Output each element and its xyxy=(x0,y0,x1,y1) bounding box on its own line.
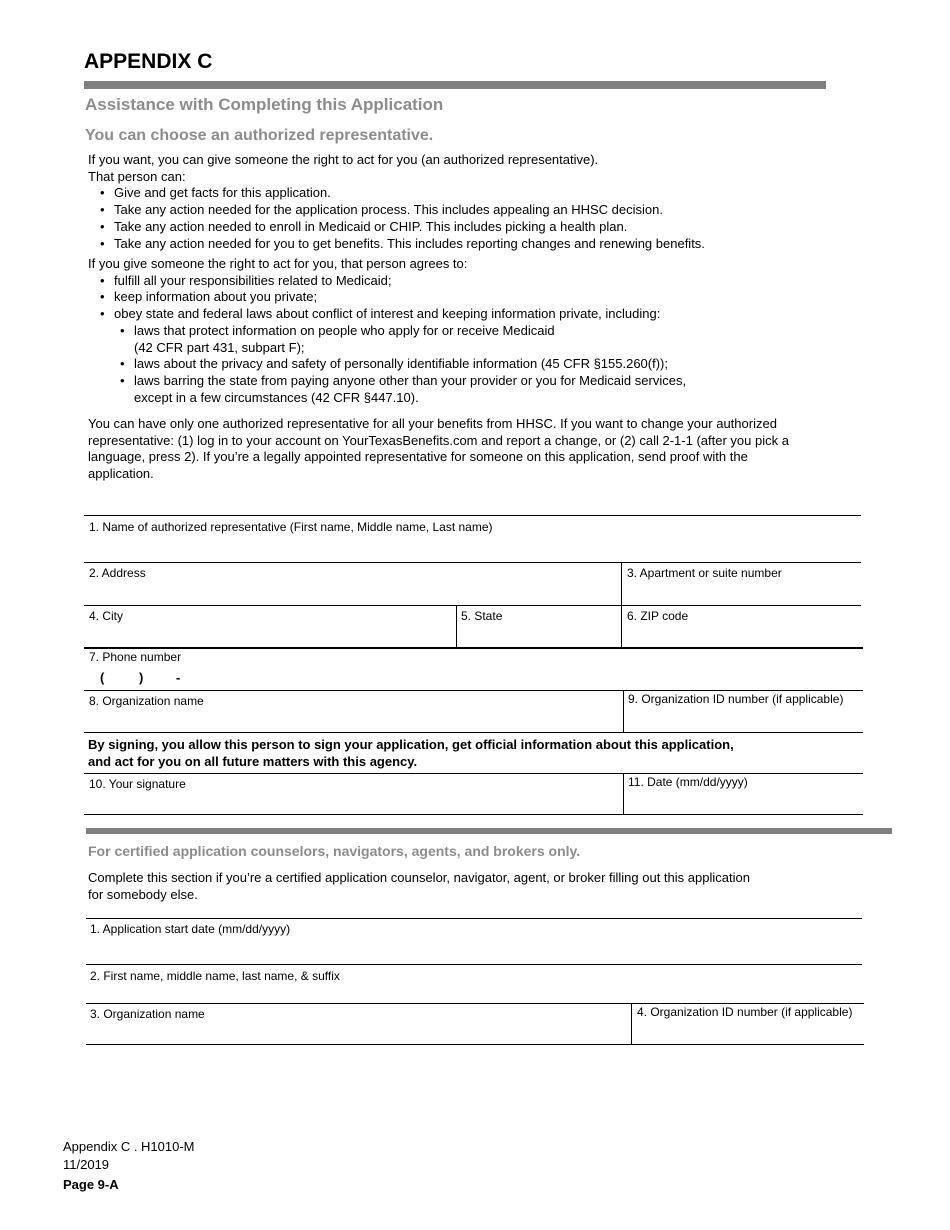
page-footer xyxy=(63,1138,195,1194)
page-title: APPENDIX C xyxy=(84,50,213,73)
org-name-field[interactable] xyxy=(85,710,621,732)
field-label-org-id-2: 4. Organization ID number (if applicable) xyxy=(637,1005,853,1019)
field-label-start-date: 1. Application start date (mm/dd/yyyy) xyxy=(90,922,291,936)
form-line xyxy=(84,605,861,606)
form-line xyxy=(84,647,863,649)
list-item: • laws barring the state from paying anyone other than your provider or you for Medicaid services, except in a few circumstances (42 CFR §447.10). xyxy=(120,373,888,406)
law-list xyxy=(88,323,888,407)
field-label-org-name-2: 3. Organization name xyxy=(90,1007,205,1021)
list-item: • Take any action needed for the application process. This includes appealing an HHSC decision. xyxy=(100,202,888,219)
org-id-field[interactable] xyxy=(624,708,862,732)
phone-field[interactable] xyxy=(85,666,860,690)
counselor-instructions: Complete this section if you’re a certified application counselor, navigator, agent, or broker filling out this application for somebody else. xyxy=(88,870,750,902)
form-line xyxy=(86,1044,864,1045)
agrees-intro: If you give someone the right to act for you, that person agrees to: xyxy=(88,256,468,271)
list-item: • Give and get facts for this application. xyxy=(100,185,888,202)
org-id-field-2[interactable] xyxy=(632,1021,864,1044)
rep-name-field[interactable] xyxy=(85,536,860,562)
agree-list xyxy=(88,273,888,323)
section-heading: Assistance with Completing this Application xyxy=(85,95,444,114)
field-label-address: 2. Address xyxy=(89,566,146,580)
form-line xyxy=(86,1003,864,1004)
footer-form-id: Appendix C . H1010-M xyxy=(63,1139,195,1154)
state-field[interactable] xyxy=(457,624,620,647)
date-field[interactable] xyxy=(624,791,862,814)
field-label-zip: 6. ZIP code xyxy=(627,609,689,623)
field-label-apartment: 3. Apartment or suite number xyxy=(627,566,782,580)
intro-text xyxy=(88,152,888,252)
field-label-phone: 7. Phone number xyxy=(89,650,182,664)
apartment-field[interactable] xyxy=(622,582,860,605)
list-item: • laws that protect information on people who apply for or receive Medicaid (42 CFR part 431, subpart F); xyxy=(120,323,888,356)
form-line xyxy=(84,515,861,516)
form-line xyxy=(84,690,863,691)
list-item: • fulfill all your responsibilities related to Medicaid; xyxy=(100,273,888,290)
field-label-state: 5. State xyxy=(461,609,503,623)
signature-field[interactable] xyxy=(85,793,622,814)
phone-open-paren: ( xyxy=(100,670,105,685)
list-item: • laws about the privacy and safety of personally identifiable information (45 CFR §155.260(f)); xyxy=(120,356,888,373)
full-name-field[interactable] xyxy=(87,985,861,1003)
list-item: • obey state and federal laws about conflict of interest and keeping information private, including: xyxy=(100,306,888,323)
page-number: Page 9-A xyxy=(63,1177,119,1192)
footer-date: 11/2019 xyxy=(63,1157,110,1172)
field-label-signature: 10. Your signature xyxy=(89,777,186,791)
list-item: • Take any action needed for you to get benefits. This includes reporting changes and renewing benefits. xyxy=(100,236,888,253)
intro-line-1: If you want, you can give someone the right to act for you (an authorized representative). xyxy=(88,152,599,167)
form-line xyxy=(84,562,861,563)
field-label-rep-name: 1. Name of authorized representative (First name, Middle name, Last name) xyxy=(89,520,493,534)
title-divider xyxy=(84,81,826,89)
phone-close-paren: ) xyxy=(139,670,144,685)
list-item: • keep information about you private; xyxy=(100,289,888,306)
can-list xyxy=(88,185,888,252)
org-name-field-2[interactable] xyxy=(87,1023,629,1044)
consent-statement: By signing, you allow this person to sign your application, get official information about this application, and act for you on all future matters with this agency. xyxy=(88,737,734,769)
form-line xyxy=(86,918,862,919)
form-line xyxy=(84,773,863,774)
field-label-full-name: 2. First name, middle name, last name, & suffix xyxy=(90,969,340,983)
agrees-text xyxy=(88,256,888,406)
intro-line-2: That person can: xyxy=(88,168,186,184)
phone-dash: - xyxy=(176,670,181,685)
form-line xyxy=(84,732,863,733)
representative-paragraph: You can have only one authorized representative for all your benefits from HHSC. If you want to change your authorized representative: (1) log in to your account on YourTexasBenefits.com and report a change, or (2) call 2-1-1 (after you pick a language, press 2). If you’re a legally appointed representative for someone on this application, send proof with the application. xyxy=(88,416,789,482)
section-subheading: You can choose an authorized representative. xyxy=(85,127,434,144)
address-field[interactable] xyxy=(85,582,620,605)
list-item: • Take any action needed to enroll in Medicaid or CHIP. This includes picking a health plan. xyxy=(100,219,888,236)
form-line xyxy=(84,814,863,815)
field-label-org-id: 9. Organization ID number (if applicable) xyxy=(628,692,844,706)
field-label-date: 11. Date (mm/dd/yyyy) xyxy=(628,775,748,789)
section-heading-counselors: For certified application counselors, navigators, agents, and brokers only. xyxy=(88,843,581,859)
form-line xyxy=(86,964,862,965)
field-label-city: 4. City xyxy=(89,609,124,623)
start-date-field[interactable] xyxy=(87,938,861,964)
city-field[interactable] xyxy=(85,624,455,647)
zip-field[interactable] xyxy=(622,624,860,647)
field-label-org-name: 8. Organization name xyxy=(89,694,204,708)
section-divider xyxy=(86,828,892,834)
